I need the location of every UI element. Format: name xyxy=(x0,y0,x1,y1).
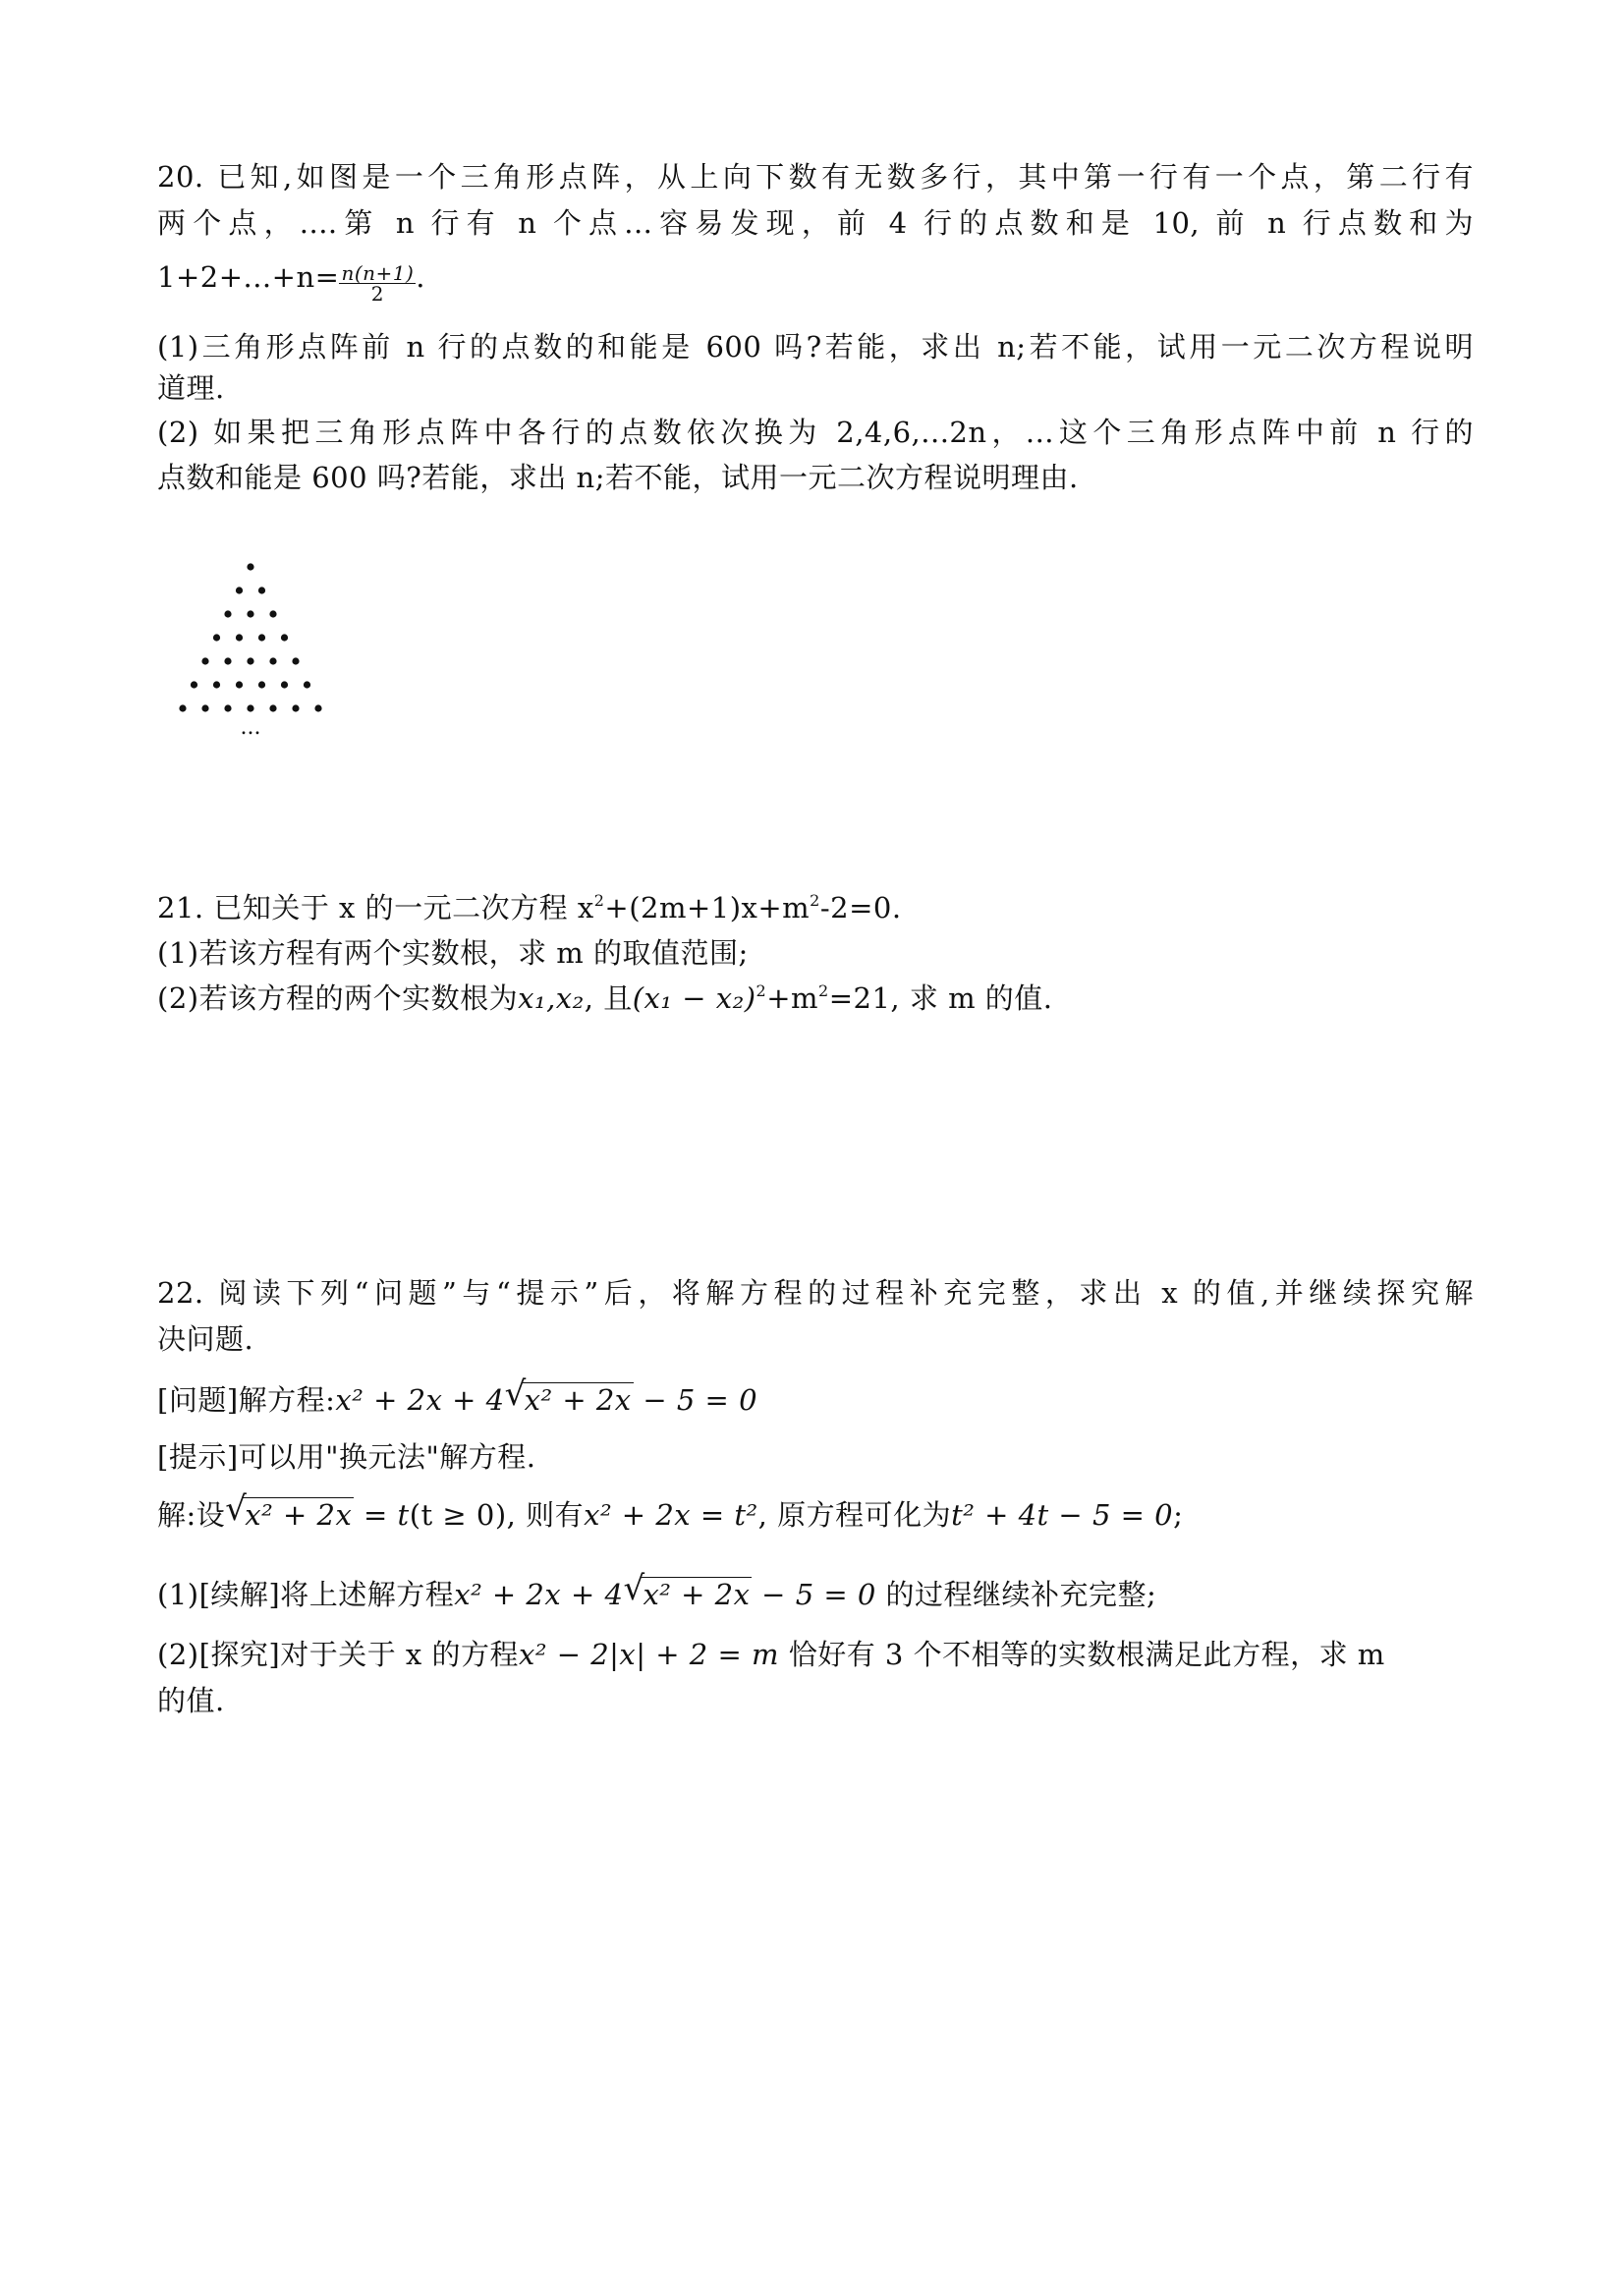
dot xyxy=(258,634,265,641)
q20-part2-line2: 点数和能是 600 吗?若能，求出 n;若不能，试用一元二次方程说明理由. xyxy=(157,461,1079,494)
q20-line3 xyxy=(157,257,1474,304)
dot xyxy=(213,681,220,688)
q22-line1: 22. 阅读下列“问题”与“提示”后，将解方程的过程补充完整，求出 x 的值,并继续探究解 xyxy=(157,1276,1474,1310)
q21-sup-b: 2 xyxy=(810,891,820,910)
q22-p1-b: 的过程继续补充完整; xyxy=(875,1578,1157,1611)
q22-sol-sqrt xyxy=(225,1489,354,1535)
q20-frac-num: n(n+1) xyxy=(341,261,415,285)
q20-sum-text: 1+2+...+n= xyxy=(157,260,340,294)
q21-sup-a: 2 xyxy=(593,891,605,910)
q22-sol-b: (t ≥ 0), 则有 xyxy=(409,1498,585,1532)
dot xyxy=(224,610,231,617)
q22-sqrt xyxy=(504,1374,634,1420)
q21-text-b: +(2m+1)x+m xyxy=(604,891,811,924)
q22-eq-pre: x² + 2x + 4 xyxy=(335,1383,505,1417)
dot xyxy=(314,704,321,711)
dot xyxy=(247,610,253,617)
dot xyxy=(258,681,265,688)
q22-hint: [提示]可以用"换元法"解方程. xyxy=(157,1440,536,1474)
dot xyxy=(269,704,276,711)
q20-frac-den: 2 xyxy=(370,282,384,306)
q22-part1 xyxy=(157,1569,1474,1614)
q22-p1-sqrt-body: x² + 2x xyxy=(643,1578,751,1611)
dot xyxy=(247,704,253,711)
q21-p2-a: (2)若该方程的两个实数根为 xyxy=(157,981,519,1015)
q21-part2 xyxy=(157,979,1474,1018)
dot xyxy=(201,704,208,711)
dot xyxy=(213,634,220,641)
q22-p2-eq: x² − 2|x| + 2 = m xyxy=(519,1638,779,1671)
q21-text-a: 21. 已知关于 x 的一元二次方程 x xyxy=(157,891,594,924)
dot xyxy=(247,563,253,570)
q21-roots: x₁,x₂ xyxy=(518,981,585,1015)
q22-p1-eq-post: − 5 = 0 xyxy=(752,1578,876,1611)
dot xyxy=(281,634,288,641)
q22-solution xyxy=(157,1489,1474,1535)
q20-line1: 20. 已知,如图是一个三角形点阵，从上向下数有无数多行，其中第一行有一个点，第二行有 xyxy=(157,160,1474,194)
dot xyxy=(201,657,208,664)
sqrt-sign-icon: √ xyxy=(623,1569,645,1608)
q21-part1: (1)若该方程有两个实数根，求 m 的取值范围; xyxy=(157,936,749,970)
dot xyxy=(236,681,243,688)
q21-p2-c: +m xyxy=(766,981,819,1015)
triangle-dot-figure xyxy=(152,555,359,742)
dot xyxy=(258,587,265,593)
dot xyxy=(281,681,288,688)
dot xyxy=(236,587,243,593)
q21-diff-expr: (x₁ − x₂) xyxy=(632,981,756,1015)
q22-line2: 决问题. xyxy=(157,1322,254,1356)
q21-p2-b: , 且 xyxy=(584,981,633,1015)
dot xyxy=(179,704,186,711)
dot xyxy=(269,610,276,617)
q22-p1-sqrt xyxy=(623,1569,752,1614)
dot xyxy=(292,657,299,664)
sqrt-sign-icon: √ xyxy=(504,1374,527,1414)
q20-part1-line1: (1)三角形点阵前 n 行的点数的和能是 600 吗?若能，求出 n;若不能，试用一元二次方程说明 xyxy=(157,330,1474,364)
q22-sol-a: 解:设 xyxy=(157,1498,226,1532)
q22-eq-post: − 5 = 0 xyxy=(633,1383,758,1417)
q22-sol-sqrt-body: x² + 2x xyxy=(245,1498,353,1532)
dot xyxy=(191,681,197,688)
dot-ellipsis: ... xyxy=(240,715,261,740)
q20-period: . xyxy=(416,260,426,294)
sqrt-sign-icon: √ xyxy=(225,1489,248,1529)
dot xyxy=(247,657,253,664)
q22-sol-eq3: t² + 4t − 5 = 0 xyxy=(951,1498,1174,1532)
q21-line1 xyxy=(157,888,1474,927)
q21-text-c: -2=0. xyxy=(819,891,902,924)
q22-p2-a: (2)[探究]对于关于 x 的方程 xyxy=(157,1638,519,1671)
q22-part2 xyxy=(157,1635,1474,1674)
dot xyxy=(236,634,243,641)
q22-problem-label: [问题]解方程: xyxy=(157,1383,336,1417)
q22-part2-line2: 的值. xyxy=(157,1684,225,1717)
q21-p2-d: =21, 求 m 的值. xyxy=(828,981,1053,1015)
q22-sqrt-body: x² + 2x xyxy=(524,1383,632,1417)
q20-line2: 两个点，....第 n 行有 n 个点...容易发现，前 4 行的点数和是 10, 前 n 行点数和为 xyxy=(157,206,1474,240)
q22-sol-eq-t: = t xyxy=(354,1498,410,1532)
q22-p1-a: (1)[续解]将上述解方程 xyxy=(157,1578,455,1611)
q22-problem xyxy=(157,1374,1474,1420)
dot xyxy=(292,704,299,711)
dot xyxy=(304,681,310,688)
q22-sol-eq2: x² + 2x = t² xyxy=(584,1498,758,1532)
q22-sol-d: ; xyxy=(1173,1498,1184,1532)
q22-p2-b: 恰好有 3 个不相等的实数根满足此方程，求 m xyxy=(778,1638,1385,1671)
dot xyxy=(224,704,231,711)
q20-fraction xyxy=(339,263,416,304)
q21-diff-sup: 2 xyxy=(756,981,767,1000)
q20-part1-line2: 道理. xyxy=(157,371,225,405)
q21-m-sup: 2 xyxy=(818,981,829,1000)
dot xyxy=(269,657,276,664)
dot xyxy=(224,657,231,664)
q22-sol-c: , 原方程可化为 xyxy=(757,1498,952,1532)
q20-part2-line1: (2) 如果把三角形点阵中各行的点数依次换为 2,4,6,...2n，...这个三角形点阵中前 n 行的 xyxy=(157,416,1474,449)
q22-p1-eq-pre: x² + 2x + 4 xyxy=(454,1578,624,1611)
